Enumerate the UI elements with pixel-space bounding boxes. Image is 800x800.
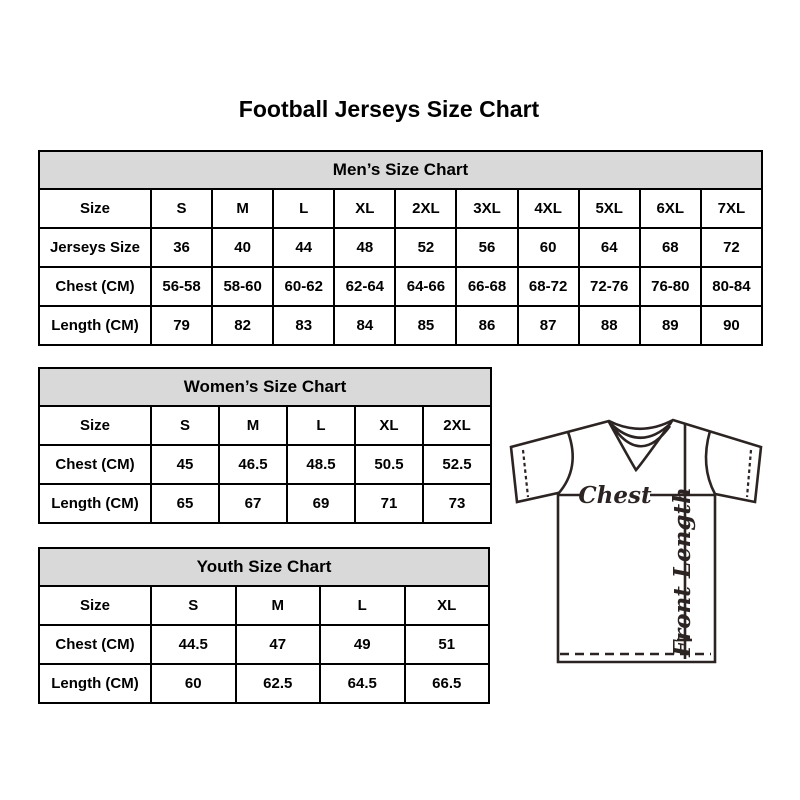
row-label: Chest (CM) (39, 625, 151, 664)
value-cell: 89 (640, 306, 701, 345)
row-label: Chest (CM) (39, 267, 151, 306)
jersey-measurement-diagram (503, 406, 765, 670)
value-cell: 48.5 (287, 445, 355, 484)
value-cell: 2XL (423, 406, 491, 445)
table-row (39, 189, 762, 228)
womens-size-table (38, 367, 492, 524)
row-label: Length (CM) (39, 484, 151, 523)
value-cell: S (151, 189, 212, 228)
value-cell: 68 (640, 228, 701, 267)
value-cell: 45 (151, 445, 219, 484)
value-cell: 7XL (701, 189, 762, 228)
value-cell: 36 (151, 228, 212, 267)
row-label: Chest (CM) (39, 445, 151, 484)
value-cell: 58-60 (212, 267, 273, 306)
value-cell: 88 (579, 306, 640, 345)
value-cell: 40 (212, 228, 273, 267)
value-cell: 82 (212, 306, 273, 345)
table-row (39, 306, 762, 345)
value-cell: S (151, 406, 219, 445)
table-row (39, 625, 489, 664)
value-cell: 69 (287, 484, 355, 523)
row-label: Jerseys Size (39, 228, 151, 267)
section-header: Women’s Size Chart (39, 368, 491, 406)
mens-size-table (38, 150, 763, 346)
value-cell: 83 (273, 306, 334, 345)
value-cell: 48 (334, 228, 395, 267)
value-cell: L (273, 189, 334, 228)
value-cell: XL (405, 586, 490, 625)
row-label: Size (39, 586, 151, 625)
value-cell: 90 (701, 306, 762, 345)
value-cell: 76-80 (640, 267, 701, 306)
section-header: Men’s Size Chart (39, 151, 762, 189)
value-cell: 46.5 (219, 445, 287, 484)
value-cell: 56 (456, 228, 517, 267)
value-cell: 56-58 (151, 267, 212, 306)
value-cell: 52 (395, 228, 456, 267)
section-header: Youth Size Chart (39, 548, 489, 586)
value-cell: 64.5 (320, 664, 405, 703)
front-length-label: Front Length (669, 487, 696, 657)
value-cell: 65 (151, 484, 219, 523)
chest-label: Chest (578, 482, 652, 509)
value-cell: 66-68 (456, 267, 517, 306)
value-cell: 6XL (640, 189, 701, 228)
value-cell: 51 (405, 625, 490, 664)
value-cell: 2XL (395, 189, 456, 228)
value-cell: 4XL (518, 189, 579, 228)
value-cell: 52.5 (423, 445, 491, 484)
value-cell: 60 (151, 664, 236, 703)
row-label: Size (39, 189, 151, 228)
value-cell: 85 (395, 306, 456, 345)
value-cell: 86 (456, 306, 517, 345)
value-cell: 64-66 (395, 267, 456, 306)
table-row (39, 406, 491, 445)
value-cell: L (320, 586, 405, 625)
row-label: Length (CM) (39, 664, 151, 703)
women-table (38, 367, 492, 524)
value-cell: 73 (423, 484, 491, 523)
table-row (39, 586, 489, 625)
table-row (39, 484, 491, 523)
value-cell: 79 (151, 306, 212, 345)
table-row (39, 228, 762, 267)
table-row (39, 267, 762, 306)
value-cell: 67 (219, 484, 287, 523)
value-cell: 87 (518, 306, 579, 345)
value-cell: M (212, 189, 273, 228)
value-cell: 44 (273, 228, 334, 267)
value-cell: 68-72 (518, 267, 579, 306)
value-cell: 62-64 (334, 267, 395, 306)
value-cell: 71 (355, 484, 423, 523)
value-cell: 80-84 (701, 267, 762, 306)
value-cell: 44.5 (151, 625, 236, 664)
value-cell: 62.5 (236, 664, 321, 703)
jersey-diagram-svg (503, 406, 765, 670)
men-table (38, 150, 763, 346)
table-row (39, 664, 489, 703)
row-label: Length (CM) (39, 306, 151, 345)
value-cell: 84 (334, 306, 395, 345)
value-cell: 72 (701, 228, 762, 267)
value-cell: L (287, 406, 355, 445)
value-cell: XL (334, 189, 395, 228)
youth-table (38, 547, 490, 704)
value-cell: 72-76 (579, 267, 640, 306)
value-cell: 60 (518, 228, 579, 267)
value-cell: S (151, 586, 236, 625)
value-cell: 5XL (579, 189, 640, 228)
value-cell: M (219, 406, 287, 445)
value-cell: 66.5 (405, 664, 490, 703)
value-cell: 49 (320, 625, 405, 664)
value-cell: 47 (236, 625, 321, 664)
table-row (39, 445, 491, 484)
value-cell: M (236, 586, 321, 625)
youth-size-table (38, 547, 490, 704)
jersey-outline (511, 420, 761, 662)
row-label: Size (39, 406, 151, 445)
value-cell: 50.5 (355, 445, 423, 484)
value-cell: 64 (579, 228, 640, 267)
value-cell: XL (355, 406, 423, 445)
value-cell: 60-62 (273, 267, 334, 306)
page-title: Football Jerseys Size Chart (238, 96, 540, 122)
value-cell: 3XL (456, 189, 517, 228)
